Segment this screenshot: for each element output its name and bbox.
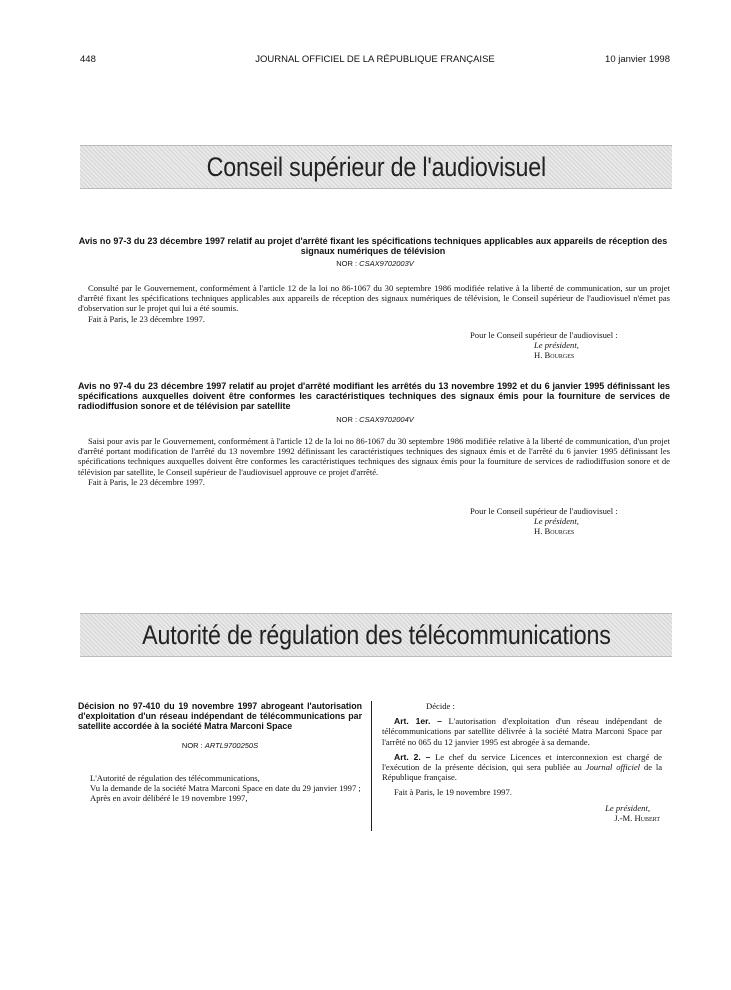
decision-nor bbox=[78, 741, 362, 750]
avis1-body bbox=[78, 283, 670, 324]
decision-left-column bbox=[78, 701, 362, 804]
section-title-csa: Conseil supérieur de l'audiovisuel bbox=[206, 151, 546, 182]
article-2-label: Art. 2. – bbox=[394, 751, 431, 762]
decision-signature bbox=[382, 803, 662, 823]
issue-date: 10 janvier 1998 bbox=[605, 54, 670, 65]
avis1-nor-label: NOR : bbox=[336, 259, 358, 268]
decision-title: Décision no 97-410 du 19 novembre 1997 abrogeant l'autorisation d'exploitation d'un réseau indépendant de télécommunications par satellite accordée à la société Matra Marconi Space bbox=[78, 701, 362, 731]
article-1-text: L'autorisation d'exploitation d'un réseau indépendant de télécommunications par satellite délivrée à la société Matra Marconi Space par l'arrêté no 065 du 12 janvier 1995 est abrogée à sa demande. bbox=[382, 716, 662, 747]
article-2-text-b: de la République française. bbox=[382, 762, 663, 783]
section-banner-csa bbox=[80, 145, 672, 189]
column-divider bbox=[371, 701, 372, 831]
avis1-fait: Fait à Paris, le 23 décembre 1997. bbox=[88, 313, 205, 324]
journal-title: JOURNAL OFFICIEL DE LA RÉPUBLIQUE FRANÇAISE bbox=[255, 54, 495, 65]
avis1-paragraph: Consulté par le Gouvernement, conformément à l'article 12 de la loi no 86-1067 du 30 septembre 1986 modifiée relative à la liberté de communication, sur un projet d'arrêté fixant les spécifications techniques applicables aux appareils de réception des signaux numériques de télévision, le Conseil supérieur de l'audiovisuel n'émet pas d'observation sur le projet qui lui a été soumis. bbox=[78, 283, 670, 314]
avis1-signature-role: Le président, bbox=[534, 340, 579, 351]
avis2-fait: Fait à Paris, le 23 décembre 1997. bbox=[88, 476, 205, 487]
decision-signature-name: J.-M. Hubert bbox=[614, 812, 660, 823]
article-2-journal: Journal officiel bbox=[585, 762, 641, 773]
decision-nor-code: ARTL9700250S bbox=[204, 741, 259, 750]
decision-article-2 bbox=[382, 752, 662, 783]
avis2-signature-line1: Pour le Conseil supérieur de l'audiovisuel : bbox=[470, 506, 618, 516]
avis1-signature-line1: Pour le Conseil supérieur de l'audiovisuel : bbox=[470, 330, 618, 340]
decision-article-1 bbox=[382, 716, 662, 747]
avis2-signature-role: Le président, bbox=[534, 516, 579, 527]
decision-decide: Décide : bbox=[426, 701, 455, 711]
avis2-paragraph: Saisi pour avis par le Gouvernement, conformément à l'article 12 de la loi no 86-1067 du 30 septembre 1986 modifiée relative à la liberté de communication, d'un projet d'arrêté portant modification de l'arrêté du 13 novembre 1992 définissant les caractéristiques techniques des signaux émis et de l'arrêté du 6 janvier 1995 définissant les spécifications techniques auxquelles doivent être conformes les caractéristiques techniques des signaux émis pour la fourniture de services de radiodiffusion sonore et de télévision par satellite, le Conseil supérieur de l'audiovisuel approuve ce projet d'arrêté. bbox=[78, 436, 670, 477]
section-title-art: Autorité de régulation des télécommunications bbox=[141, 619, 611, 650]
avis2-nor bbox=[80, 415, 670, 424]
page-number: 448 bbox=[80, 54, 96, 65]
decision-fait: Fait à Paris, le 19 novembre 1997. bbox=[394, 787, 512, 798]
avis2-title: Avis no 97-4 du 23 décembre 1997 relatif au projet d'arrêté modifiant les arrêtés du 13 novembre 1992 et du 6 janvier 1995 définissant les spécifications auxquelles doivent être conformes les caractéristiques techniques des signaux émis pour la fourniture de services de radiodiffusion sonore et de télévision par satellite bbox=[78, 381, 670, 411]
decision-preamble-line: Après en avoir délibéré le 19 novembre 1997, bbox=[90, 793, 248, 804]
decision-preamble bbox=[78, 773, 362, 804]
avis1-signature bbox=[470, 330, 690, 361]
article-1-label: Art. 1er. – bbox=[394, 716, 442, 727]
decision-preamble-line: L'Autorité de régulation des télécommunications, bbox=[90, 773, 260, 783]
avis2-signature-name: H. Bourges bbox=[534, 526, 575, 537]
avis2-signature bbox=[470, 506, 690, 537]
decision-nor-label: NOR : bbox=[181, 741, 203, 750]
avis1-signature-name: H. Bourges bbox=[534, 350, 575, 361]
avis1-nor-code: CSAX9702003V bbox=[359, 259, 414, 268]
avis1-nor bbox=[80, 259, 670, 268]
decision-right-column bbox=[382, 701, 662, 823]
decision-signature-role: Le président, bbox=[605, 802, 650, 813]
article-2-text-a: Le chef du service Licences et interconnexion est chargé de l'exécution de la présente décision, qui sera publiée au bbox=[382, 751, 662, 773]
avis2-nor-label: NOR : bbox=[336, 415, 358, 424]
page-header bbox=[80, 54, 670, 68]
avis1-title: Avis no 97-3 du 23 décembre 1997 relatif au projet d'arrêté fixant les spécifications techniques applicables aux appareils de réception des signaux numériques de télévision bbox=[78, 236, 668, 256]
decision-preamble-line: Vu la demande de la société Matra Marconi Space en date du 29 janvier 1997 ; bbox=[90, 783, 361, 794]
avis2-body bbox=[78, 436, 670, 487]
avis2-nor-code: CSAX9702004V bbox=[359, 415, 414, 424]
section-banner-art bbox=[80, 613, 672, 657]
